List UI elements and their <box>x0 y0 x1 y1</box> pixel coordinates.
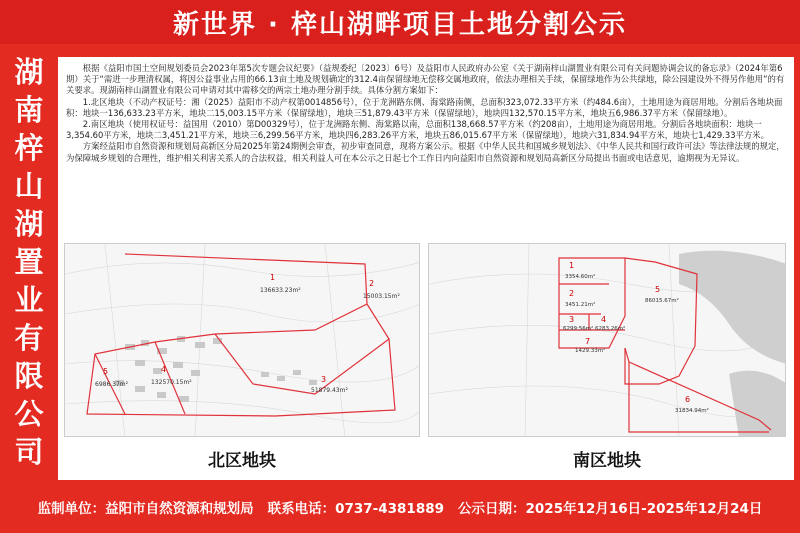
south-parcel-4-num: 4 <box>601 315 607 324</box>
north-parcel-2-num: 2 <box>369 279 375 288</box>
south-parcel-7-num: 7 <box>585 337 591 346</box>
south-parcel-3-area: 6299.56m² <box>563 326 594 332</box>
north-parcel-4-num: 4 <box>161 365 167 374</box>
company-char: 梓 <box>14 131 44 165</box>
north-parcel-1-num: 1 <box>270 273 276 282</box>
supervisor-value: 益阳市自然资源和规划局 <box>105 500 254 517</box>
period-info <box>458 497 762 517</box>
period-value: 2025年12月16日-2025年12月24日 <box>525 500 763 517</box>
south-map-drawing <box>429 244 786 437</box>
north-parcel-5-area: 6986.37m² <box>95 381 129 388</box>
north-parcel-3-area: 51879.43m² <box>311 387 348 394</box>
phone-label: 联系电话： <box>267 500 336 517</box>
south-parcel-3-num: 3 <box>569 315 575 324</box>
north-map-drawing <box>65 244 420 437</box>
company-char: 限 <box>14 359 44 393</box>
company-char: 公 <box>14 397 44 431</box>
company-char: 司 <box>14 435 44 469</box>
north-parcel-2-area: 15003.15m² <box>363 293 400 300</box>
notice-paragraph-south: 2.南区地块（使用权证号：益国用（2010）第D00329号），位于龙洲路东侧、海棠路以南，总面积138,668.57平方米（约208亩），土地用途为商居用地。分割后各地块面积：地块一3,354.60平方米，地块二3,451.21平方米，地块三6,299.56平方米，地块四6,283.26平方米，地块五86,015.67平方米（保留绿地），地块六31,834.94平方米，地块七1,429.33平方米。 <box>66 119 770 141</box>
north-parcel-5-num: 5 <box>103 367 109 376</box>
supervisor-info <box>38 497 254 517</box>
south-parcel-1-num: 1 <box>569 261 575 270</box>
notice-paragraph-review: 方案经益阳市自然资源和规划局高新区分局2025年第24期例会审查，初步审查同意，现将方案公示。根据《中华人民共和国城乡规划法》、《中华人民共和国行政许可法》等法律法规的规定，为保障城乡规划的合理性，维护相关利害关系人的合法权益，相关利益人可在本公示之日起七个工作日内向益阳市自然资源和规划局高新区分局提出书面或电话意见，逾期视为无异议。 <box>66 141 785 163</box>
north-parcel-map <box>64 243 420 437</box>
period-label: 公示日期： <box>458 500 526 517</box>
phone-value: 0737-4381889 <box>335 500 445 517</box>
north-parcel-3-num: 3 <box>321 375 327 384</box>
south-parcel-6-area: 31834.94m² <box>675 408 709 414</box>
south-parcel-5-area: 86015.67m² <box>645 298 679 304</box>
south-parcel-map <box>428 243 786 437</box>
company-char: 湖 <box>14 207 44 241</box>
south-map-label: 南区地块 <box>573 450 641 471</box>
company-char: 湖 <box>14 55 44 89</box>
company-char: 山 <box>14 169 44 203</box>
notice-paragraph-north: 1.北区地块（不动产权证号：湘（2025）益阳市不动产权第0014856号），位于龙洲路东侧、海棠路南侧，总面积323,072.33平方米（约484.6亩），土地用途为商居用地。分割后各地块面积：地块一136,633.23平方米，地块二15,003.15平方米（保留绿地），地块三51,879.43平方米（保留绿地），地块四132,570.15平方米，地块五6,986.37平方米（保留绿地）。 <box>66 96 783 118</box>
notice-panel <box>58 57 794 480</box>
south-parcel-5-num: 5 <box>655 285 661 294</box>
company-char: 有 <box>14 321 44 355</box>
north-map-label: 北区地块 <box>208 450 276 471</box>
south-parcel-1-area: 3354.60m² <box>565 274 596 280</box>
page-title: 新世界 · 梓山湖畔项目土地分割公示 <box>0 0 800 44</box>
company-char: 南 <box>14 93 44 127</box>
south-parcel-7-area: 1429.33m² <box>575 348 606 354</box>
company-name-vertical <box>0 44 58 480</box>
notice-paragraph-intro: 根据《益阳市国土空间规划委员会2023年第5次专题会议纪要》（益规委纪〔2023〕6号）及益阳市人民政府办公室《关于湖南梓山湖置业有限公司有关问题协调会议的备忘录》（2024年第6期）关于“需进一步理清权属，将因公益事业占用的66.13亩土地及规划确定的312.4亩保留绿地无偿移交属地政府，依法办理相关手续，保留绿地作为公共绿地，除公园建设外不得另作他用”的有关要求。现湖南梓山湖置业有限公司申请对其中需移交的两宗土地办理分割手续。具体分割方案如下： <box>66 63 785 96</box>
supervisor-label: 监制单位： <box>37 500 106 517</box>
phone-info <box>268 497 444 517</box>
notice-text <box>66 63 788 164</box>
north-parcel-1-area: 136633.23m² <box>260 287 301 294</box>
footer-bar <box>0 480 800 533</box>
company-char: 置 <box>14 245 44 279</box>
south-parcel-2-area: 3451.21m² <box>565 302 596 308</box>
company-char: 业 <box>14 283 44 317</box>
south-parcel-4-area: 6283.26m² <box>595 326 626 332</box>
north-parcel-4-area: 132570.15m² <box>151 379 192 386</box>
south-parcel-6-num: 6 <box>685 395 691 404</box>
south-parcel-2-num: 2 <box>569 289 575 298</box>
